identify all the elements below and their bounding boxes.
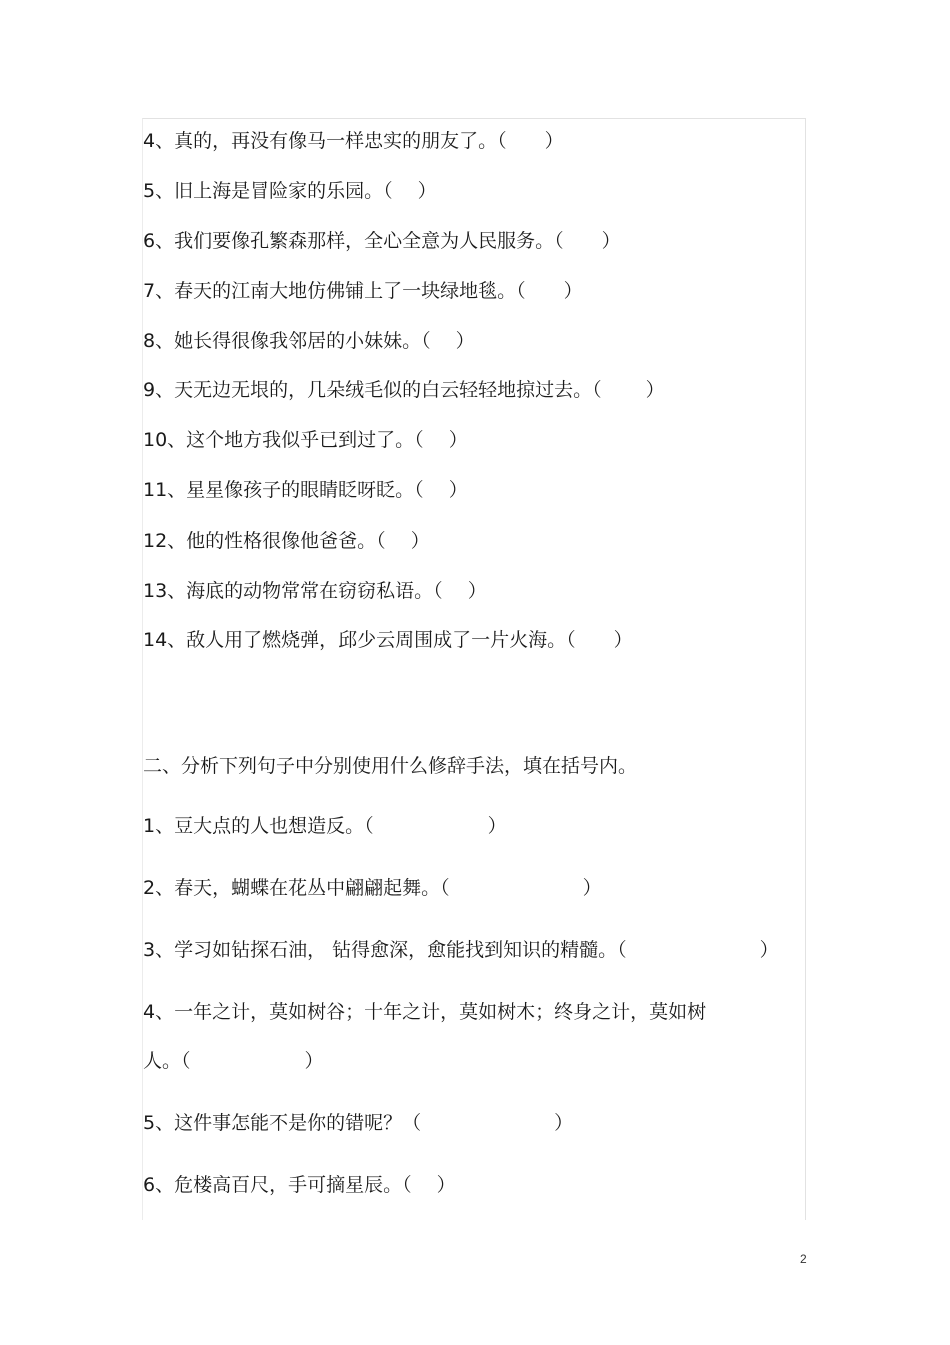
list-item: 3、学习如钻探石油， 钻得愈深，愈能找到知识的精髓。（ ）	[143, 939, 779, 961]
list-item: 2、春天，蝴蝶在花丛中翩翩起舞。（ ）	[143, 877, 602, 899]
list-item: 4、一年之计，莫如树谷；十年之计，莫如树木；终身之计，莫如树	[143, 1001, 707, 1023]
list-item: 6、我们要像孔繁森那样，全心全意为人民服务。（ ）	[143, 230, 621, 252]
list-item: 13、海底的动物常常在窃窃私语。（ ）	[143, 580, 487, 602]
list-item: 11、星星像孩子的眼睛眨呀眨。（ ）	[143, 479, 468, 501]
list-item: 5、旧上海是冒险家的乐园。（ ）	[143, 180, 437, 202]
list-item: 5、这件事怎能不是你的错呢？（ ）	[143, 1112, 574, 1134]
list-item: 14、敌人用了燃烧弹，邱少云周围成了一片火海。（ ）	[143, 629, 633, 651]
page-number: 2	[800, 1252, 807, 1266]
section-heading: 二、分析下列句子中分别使用什么修辞手法，填在括号内。	[143, 755, 638, 777]
list-item: 人。（ ）	[143, 1050, 324, 1072]
list-item: 12、他的性格很像他爸爸。（ ）	[143, 530, 430, 552]
list-item: 8、她长得很像我邻居的小妹妹。（ ）	[143, 330, 475, 352]
list-item: 9、天无边无垠的，几朵绒毛似的白云轻轻地掠过去。（ ）	[143, 379, 665, 401]
list-item: 1、豆大点的人也想造反。（ ）	[143, 815, 507, 837]
list-item: 4、真的，再没有像马一样忠实的朋友了。（ ）	[143, 130, 564, 152]
list-item: 10、这个地方我似乎已到过了。（ ）	[143, 429, 468, 451]
list-item: 6、危楼高百尺，手可摘星辰。（ ）	[143, 1174, 456, 1196]
list-item: 7、春天的江南大地仿佛铺上了一块绿地毯。（ ）	[143, 280, 583, 302]
